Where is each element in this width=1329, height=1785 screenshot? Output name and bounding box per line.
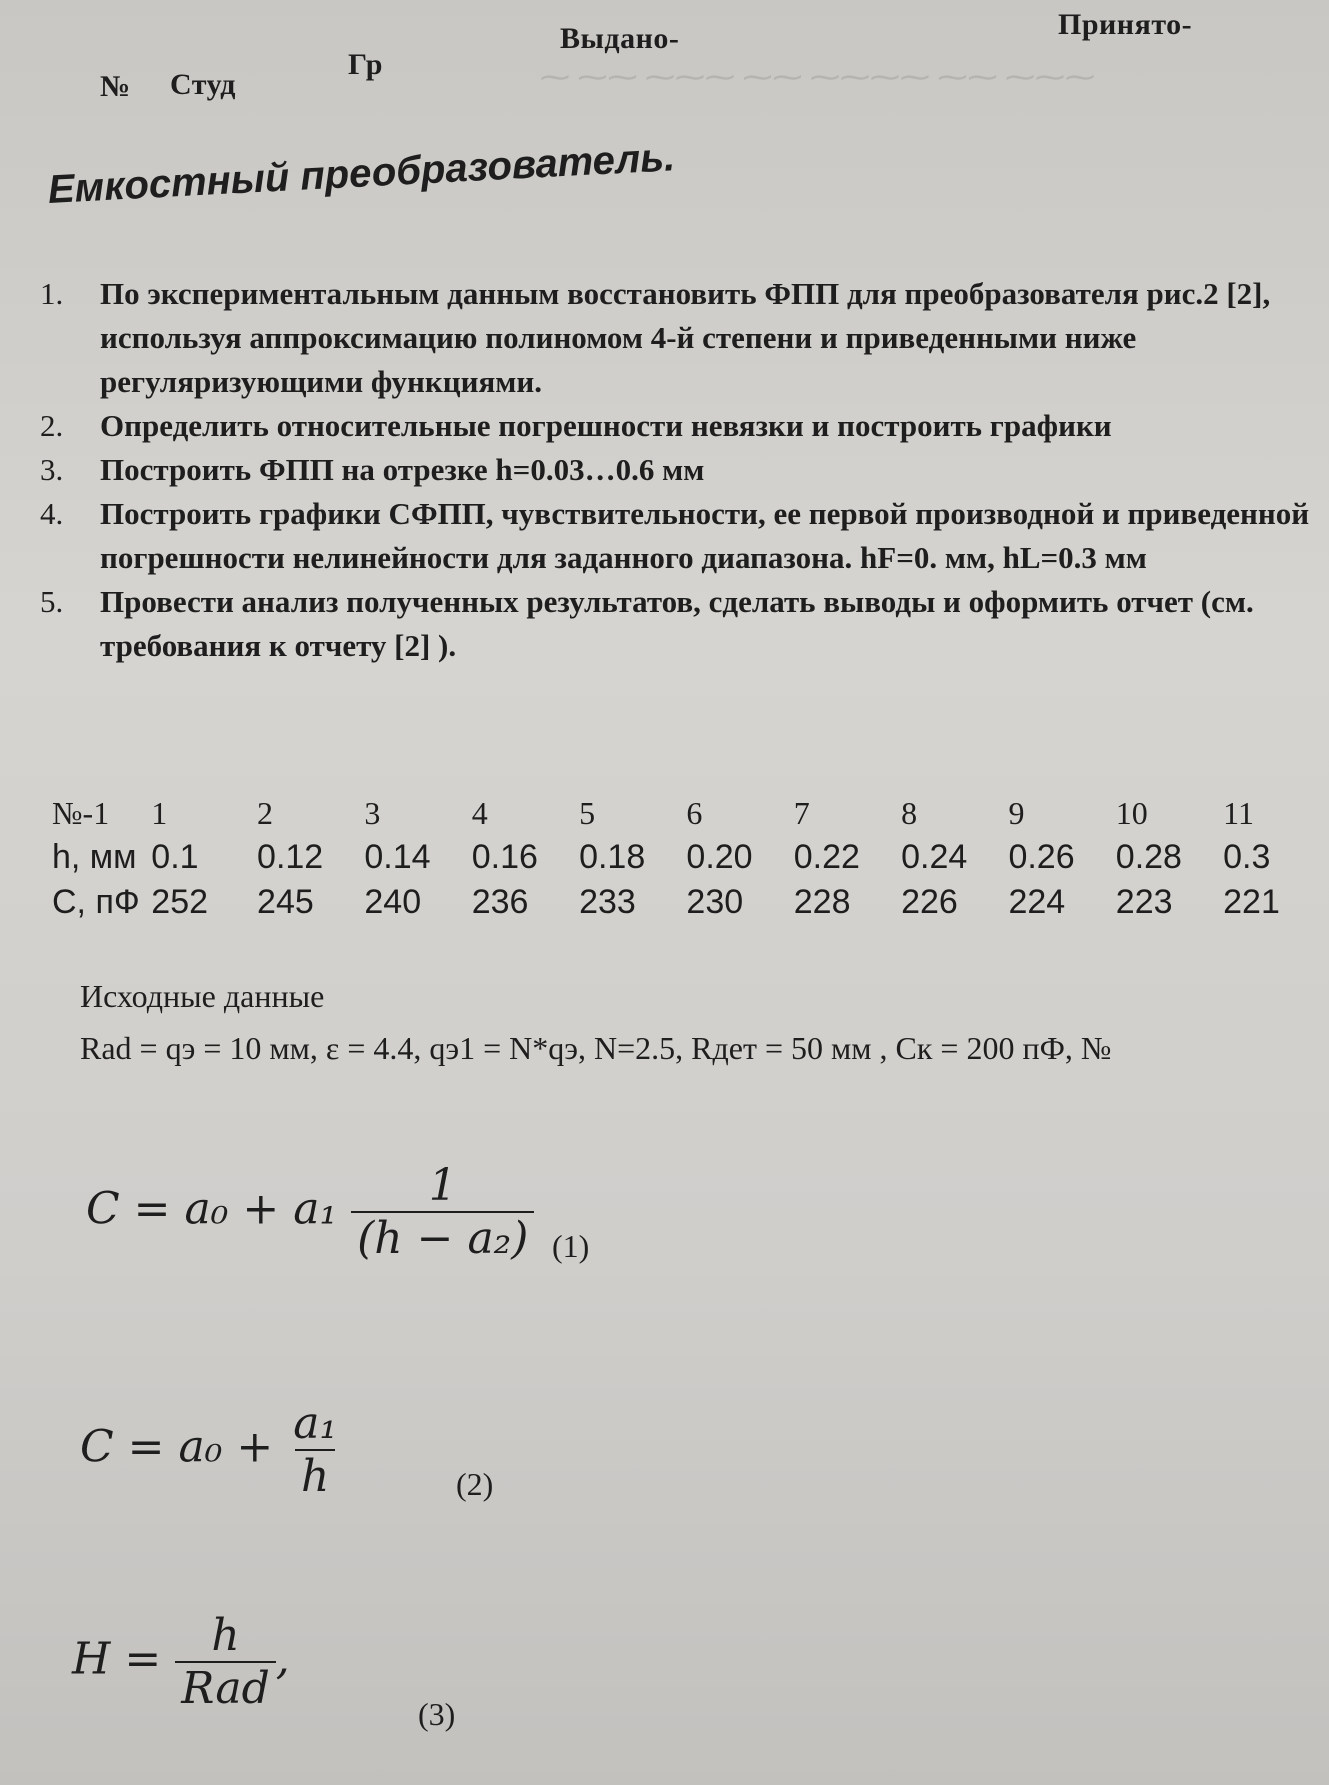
task-text: По экспериментальным данным восстановить ФПП для преобразователя рис.2 [2], используя аппроксимацию полиномом 4-й степени и приведенными ниже регуляризующими функциями.: [100, 276, 1271, 399]
table-cell: 0.28: [1115, 838, 1182, 876]
formula-1: [86, 1160, 534, 1264]
table-cell: 233: [579, 883, 636, 921]
formula-lhs: C = a₀ + a₁: [86, 1183, 338, 1235]
equation-number: (1): [552, 1228, 590, 1264]
formula-fraction: [175, 1610, 276, 1714]
table-cell: 245: [257, 883, 314, 921]
source-data-title: Исходные данные: [80, 978, 325, 1014]
table-row-c: [52, 883, 1329, 928]
table-cell: 10: [1115, 795, 1148, 831]
task-text: Провести анализ полученных результатов, сделать выводы и оформить отчет (см. требования к отчету [2] ).: [100, 584, 1254, 663]
table-cell: 3: [364, 795, 381, 831]
row-label-h: h, мм: [52, 838, 137, 876]
task-text: Определить относительные погрешности невязки и построить графики: [100, 408, 1112, 443]
table-cell: 0.16: [471, 838, 538, 876]
table-row-h: [52, 838, 1329, 883]
table-cell: 0.3: [1223, 838, 1271, 876]
table-cell: 11: [1223, 795, 1254, 831]
fraction-denominator: (h − a₂): [351, 1211, 534, 1264]
task-number: 2.: [40, 408, 64, 443]
table-cell: 236: [471, 883, 529, 921]
task-number: 3.: [40, 452, 64, 487]
row-label-index: №-1: [52, 795, 110, 831]
table-cell: 226: [901, 883, 958, 921]
table-cell: 223: [1115, 883, 1173, 921]
table-cell: 0.22: [793, 838, 860, 876]
formula-2: [80, 1398, 343, 1502]
table-cell: 0.1: [151, 838, 199, 876]
row-label-c: С, пФ: [52, 883, 140, 921]
fraction-denominator: Rad: [175, 1661, 276, 1714]
formula-lhs: C = a₀ +: [80, 1421, 274, 1473]
table-cell: 0.14: [364, 838, 431, 876]
header-student-label: Студ: [170, 68, 236, 101]
task-list: [40, 272, 1320, 668]
table-cell: 0.20: [686, 838, 753, 876]
task-number: 1.: [40, 276, 64, 311]
task-text: Построить ФПП на отрезке h=0.03…0.6 мм: [100, 452, 705, 487]
fraction-denominator: h: [295, 1449, 335, 1502]
header-group-label: Гр: [348, 48, 383, 81]
formula-tail: ,: [275, 1633, 290, 1685]
task-item: [40, 272, 1320, 404]
table-cell: 224: [1008, 883, 1066, 921]
header-num-label: №: [100, 70, 131, 103]
task-item: [40, 404, 1320, 448]
task-text: Построить графики СФПП, чувствительности, ее первой производной и приведенной погрешности нелинейности для заданного диапазона. hF=0. мм, hL=0.3 мм: [100, 496, 1310, 575]
formula-lhs: H =: [72, 1633, 162, 1685]
document-title: Емкостный преобразователь.: [46, 135, 677, 212]
equation-number: (3): [418, 1696, 456, 1732]
table-cell: 0.18: [579, 838, 646, 876]
task-number: 5.: [40, 584, 64, 619]
table-cell: 252: [151, 883, 209, 921]
equation-number: (2): [456, 1466, 494, 1502]
formula-fraction: [351, 1160, 534, 1264]
fraction-numerator: 1: [428, 1160, 457, 1211]
table-cell: 0.24: [901, 838, 968, 876]
bleed-through: ⁓ ⁓⁓ ⁓⁓⁓ ⁓⁓ ⁓⁓⁓⁓ ⁓⁓ ⁓⁓⁓: [540, 61, 1095, 94]
header-issued-label: Выдано-: [560, 22, 680, 55]
task-item: [40, 580, 1320, 668]
fraction-numerator: h: [211, 1610, 240, 1661]
table-cell: 2: [257, 795, 274, 831]
table-cell: 221: [1223, 883, 1280, 921]
table-cell: 0.26: [1008, 838, 1075, 876]
table-cell: 1: [151, 795, 168, 831]
table-cell: 228: [793, 883, 851, 921]
formula-fraction: [287, 1398, 343, 1502]
table-row-index: [52, 795, 1329, 838]
table-cell: 8: [901, 795, 918, 831]
fraction-numerator: a₁: [293, 1398, 338, 1449]
task-item: [40, 492, 1320, 580]
table-cell: 4: [471, 795, 488, 831]
task-item: [40, 448, 1320, 492]
table-cell: 230: [686, 883, 744, 921]
task-number: 4.: [40, 496, 64, 531]
source-data-line: Rad = qэ = 10 мм, ε = 4.4, qэ1 = N*qэ, N=2.5, Rдет = 50 мм , Cк = 200 пФ, №: [80, 1030, 1112, 1066]
table-cell: 240: [364, 883, 422, 921]
header-accepted-label: Принято-: [1058, 8, 1193, 41]
data-table: [52, 795, 1329, 928]
formula-3: [72, 1610, 290, 1714]
table-cell: 6: [686, 795, 703, 831]
table-cell: 0.12: [257, 838, 324, 876]
table-cell: 9: [1008, 795, 1025, 831]
table-cell: 5: [579, 795, 596, 831]
table-cell: 7: [793, 795, 810, 831]
